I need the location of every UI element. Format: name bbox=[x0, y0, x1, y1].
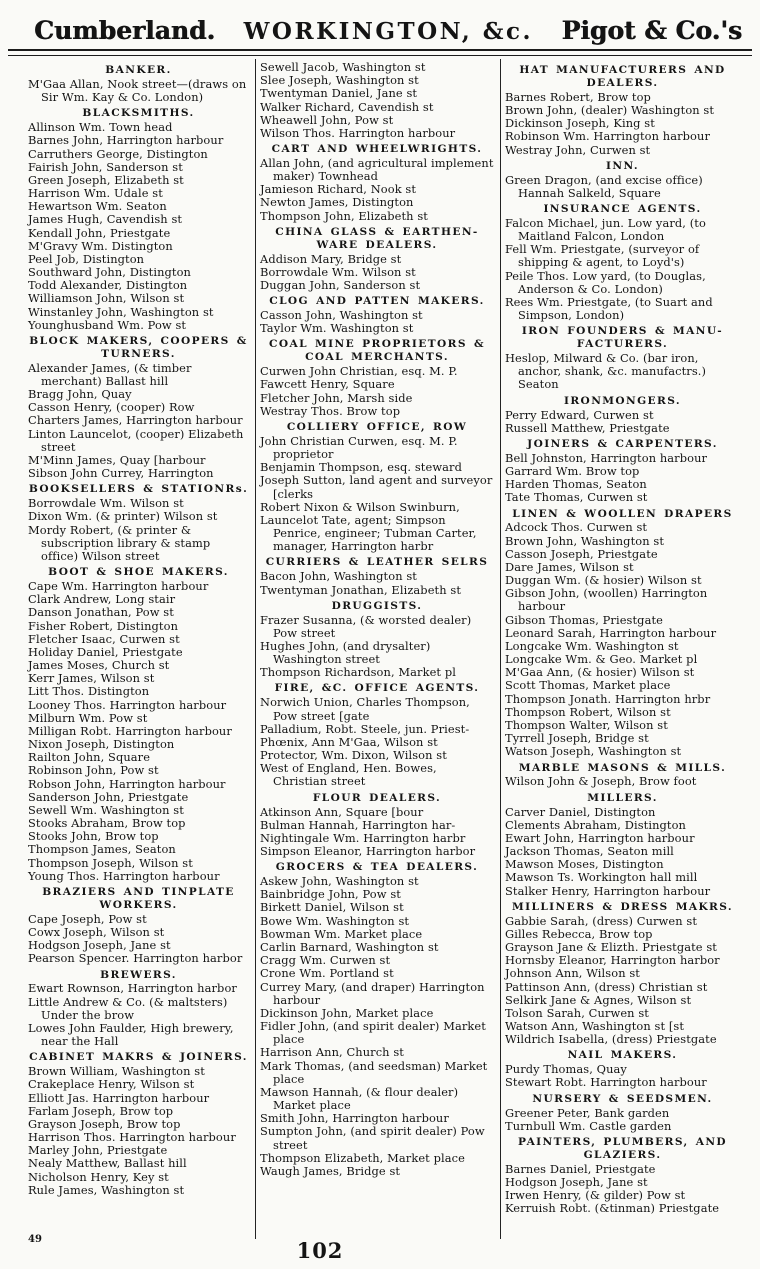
trade-heading: CART AND WHEELWRIGHTS. bbox=[271, 143, 483, 156]
directory-entry: Twentyman Jonathan, Elizabeth st bbox=[260, 582, 461, 597]
trade-section bbox=[260, 421, 494, 553]
directory-entry: Nixon Joseph, Distington bbox=[28, 737, 175, 752]
directory-entry: Clark Andrew, Long stair bbox=[28, 592, 176, 607]
directory-entry: Askew John, Washington st bbox=[260, 874, 419, 889]
directory-entry: Crakeplace Henry, Wilson st bbox=[28, 1077, 195, 1092]
directory-entry: Jamieson Richard, Nook st bbox=[260, 182, 417, 197]
directory-entry: Duggan Wm. (& hosier) Wilson st bbox=[505, 573, 702, 588]
directory-entry: Linton Launcelot, (cooper) Elizabeth street bbox=[28, 426, 244, 454]
directory-entry: Allan John, (and agricultural implement maker) Townhead bbox=[260, 155, 494, 184]
directory-entry: Cragg Wm. Curwen st bbox=[260, 953, 391, 968]
directory-entry: Harden Thomas, Seaton bbox=[505, 477, 647, 492]
directory-entry: Looney Thos. Harrington harbour bbox=[28, 697, 227, 712]
directory-entry: Harrison Thos. Harrington harbour bbox=[28, 1130, 236, 1145]
directory-entry: Casson John, Washington st bbox=[260, 308, 423, 323]
directory-entry: Bacon John, Washington st bbox=[260, 569, 417, 584]
trade-heading: BREWERS. bbox=[100, 968, 177, 981]
directory-entry: Thompson Joseph, Wilson st bbox=[28, 855, 193, 870]
directory-entry: Allinson Wm. Town head bbox=[28, 120, 173, 135]
trade-section bbox=[505, 64, 740, 157]
directory-entry: Johnson Ann, Wilson st bbox=[505, 966, 640, 981]
directory-entry: Walker Richard, Cavendish st bbox=[260, 99, 434, 114]
directory-entry: Waugh James, Bridge st bbox=[260, 1163, 401, 1178]
trade-heading: FIRE, &C. OFFICE AGENTS. bbox=[274, 682, 480, 695]
trade-heading: HAT MANUFACTURERS AND DEALERS. bbox=[519, 64, 726, 89]
directory-entry: Longcake Wm. & Geo. Market pl bbox=[505, 652, 698, 667]
directory-entry: Mordy Robert, (& printer & subscription library & stamp office) Wilson street bbox=[28, 522, 211, 563]
directory-entry: John Christian Curwen, esq. M. P. proprietor bbox=[260, 433, 458, 462]
directory-entry: Peile Thos. Low yard, (to Douglas, Anderson & Co. London) bbox=[505, 268, 706, 296]
directory-entry: Borrowdale Wm. Wilson st bbox=[28, 496, 184, 511]
trade-section bbox=[505, 160, 740, 200]
directory-entry: Hodgson Joseph, Jane st bbox=[505, 1174, 648, 1189]
trade-heading: DRUGGISTS. bbox=[331, 599, 423, 612]
directory-entry: Frazer Susanna, (& worsted dealer) Pow street bbox=[260, 612, 472, 640]
trade-section bbox=[28, 64, 249, 104]
directory-entry: Thompson Robert, Wilson st bbox=[505, 704, 671, 719]
directory-entry: Green Joseph, Elizabeth st bbox=[28, 172, 184, 187]
directory-entry: Barnes Robert, Brow top bbox=[505, 89, 651, 104]
directory-entry: Carruthers George, Distington bbox=[28, 146, 208, 161]
directory-entry: Hornsby Eleanor, Harrington harbor bbox=[505, 953, 720, 968]
directory-entry: Adcock Thos. Curwen st bbox=[505, 520, 648, 535]
directory-entry: Atkinson Ann, Square [bour bbox=[260, 804, 424, 819]
trade-section bbox=[505, 438, 740, 505]
directory-entry: Milligan Robt. Harrington harbour bbox=[28, 723, 232, 738]
directory-entry: Railton John, Square bbox=[28, 750, 151, 765]
trade-section bbox=[28, 107, 249, 332]
directory-entry: Fisher Robert, Distington bbox=[28, 618, 179, 633]
trade-heading: CABINET MAKRS & JOINERS. bbox=[29, 1051, 248, 1064]
trade-heading: LINEN & WOOLLEN DRAPERS bbox=[512, 507, 733, 520]
directory-entry: Simpson Eleanor, Harrington harbor bbox=[260, 844, 476, 859]
directory-entry: Mark Thomas, (and seedsman) Market place bbox=[260, 1058, 488, 1086]
directory-entry: Carlin Barnard, Washington st bbox=[260, 940, 439, 954]
trade-heading: INSURANCE AGENTS. bbox=[543, 202, 702, 215]
directory-entry: Protector, Wm. Dixon, Wilson st bbox=[260, 748, 447, 763]
directory-entry: Young Thos. Harrington harbour bbox=[28, 868, 220, 883]
trade-heading: CLOG AND PATTEN MAKERS. bbox=[269, 295, 485, 308]
directory-entry: Rees Wm. Priestgate, (to Suart and Simpson, London) bbox=[505, 294, 713, 323]
directory-entry: Pearson Spencer. Harrington harbor bbox=[28, 951, 243, 966]
directory-entry: Greener Peter, Bank garden bbox=[505, 1105, 670, 1120]
directory-entry: Russell Matthew, Priestgate bbox=[505, 420, 670, 435]
trade-heading: BOOKSELLERS & STATIONRs. bbox=[28, 483, 249, 496]
directory-entry: Hodgson Joseph, Jane st bbox=[28, 938, 171, 953]
trade-section bbox=[260, 600, 494, 680]
directory-entry: Todd Alexander, Distington bbox=[28, 278, 188, 293]
directory-entry: Peel Job, Distington bbox=[28, 251, 145, 266]
trade-heading: CHINA GLASS & EARTHEN- WARE DEALERS. bbox=[275, 225, 479, 251]
column-1 bbox=[24, 59, 255, 1239]
trade-section bbox=[505, 901, 740, 1047]
directory-entry: Bragg John, Quay bbox=[28, 387, 132, 402]
directory-entry: Harrison Wm. Udale st bbox=[28, 186, 163, 201]
directory-entry: Newton James, Distington bbox=[260, 195, 414, 210]
directory-entry: Irwen Henry, (& gilder) Pow st bbox=[505, 1188, 686, 1203]
directory-entry: Watson Ann, Washington st [st bbox=[505, 1019, 685, 1034]
directory-entry: Little Andrew & Co. (& maltsters) Under the brow bbox=[28, 994, 228, 1022]
directory-entry: Fell Wm. Priestgate, (surveyor of shipping & agent, to Loyd's) bbox=[505, 242, 700, 270]
trade-section bbox=[260, 682, 494, 788]
directory-entry: Harrison Ann, Church st bbox=[260, 1045, 404, 1060]
trade-heading: FLOUR DEALERS. bbox=[312, 791, 442, 804]
directory-entry: Brown John, Washington st bbox=[505, 533, 664, 548]
directory-entry: Robson John, Harrington harbour bbox=[28, 776, 226, 791]
directory-entry: Brown William, Washington st bbox=[28, 1064, 205, 1079]
directory-entry: Stalker Henry, Harrington harbour bbox=[505, 883, 711, 898]
directory-entry: West of England, Hen. Bowes, Christian street bbox=[260, 761, 437, 789]
trade-heading: GROCERS & TEA DEALERS. bbox=[275, 861, 479, 874]
directory-entry: Tolson Sarah, Curwen st bbox=[505, 1005, 649, 1020]
directory-entry: Fairish John, Sanderson st bbox=[28, 159, 183, 174]
directory-entry: Bulman Hannah, Harrington har- bbox=[260, 817, 456, 832]
directory-entry: Sibson John Currey, Harrington bbox=[28, 466, 214, 481]
directory-entry: Sanderson John, Priestgate bbox=[28, 789, 189, 804]
directory-entry: Sewell Jacob, Washington st bbox=[260, 60, 426, 74]
directory-entry: Fidler John, (and spirit dealer) Market place bbox=[260, 1019, 486, 1047]
directory-entry: Launcelot Tate, agent; Simpson Penrice, engineer; Tubman Carter, manager, Harrington harbr bbox=[260, 512, 477, 554]
directory-entry: Rule James, Washington st bbox=[28, 1182, 185, 1197]
directory-entry: M'Gravy Wm. Distington bbox=[28, 238, 173, 253]
directory-entry: Bowman Wm. Market place bbox=[260, 926, 423, 941]
directory-entry: Hewartson Wm. Seaton bbox=[28, 199, 167, 214]
directory-entry: Wilson John & Joseph, Brow foot bbox=[505, 774, 697, 789]
directory-entry: Dickinson John, Market place bbox=[260, 1005, 434, 1020]
directory-entry: James Hugh, Cavendish st bbox=[28, 212, 183, 227]
trade-section bbox=[505, 792, 740, 898]
column-3 bbox=[500, 59, 746, 1239]
directory-entry: Slee Joseph, Washington st bbox=[260, 73, 419, 88]
trade-heading: BRAZIERS AND TINPLATE WORKERS. bbox=[42, 885, 235, 911]
directory-entry: Wheawell John, Pow st bbox=[260, 112, 394, 127]
trade-heading: INN. bbox=[606, 159, 639, 172]
trade-heading: NAIL MAKERS. bbox=[567, 1049, 678, 1062]
directory-entry: Marley John, Priestgate bbox=[28, 1143, 168, 1158]
directory-entry: Thompson John, Elizabeth st bbox=[260, 208, 428, 223]
trade-heading: BLACKSMITHS. bbox=[82, 107, 195, 120]
directory-entry: M'Gaa Ann, (& hosier) Wilson st bbox=[505, 665, 695, 680]
directory-entry: Bainbridge John, Pow st bbox=[260, 887, 401, 902]
trade-heading: MARBLE MASONS & MILLS. bbox=[518, 761, 727, 774]
directory-entry: Thompson Walter, Wilson st bbox=[505, 718, 668, 732]
trade-section bbox=[28, 566, 249, 883]
header-publisher: Pigot & Co.'s bbox=[561, 16, 742, 45]
directory-entry: Fawcett Henry, Square bbox=[260, 377, 395, 392]
directory-entry: Younghusband Wm. Pow st bbox=[28, 317, 187, 332]
directory-entry: Longcake Wm. Washington st bbox=[505, 638, 679, 653]
signature-mark: 49 bbox=[28, 1234, 42, 1245]
directory-entry: Birkett Daniel, Wilson st bbox=[260, 900, 404, 915]
trade-heading: NURSERY & SEEDSMEN. bbox=[532, 1092, 713, 1105]
trade-heading: COAL MINE PROPRIETORS & COAL MERCHANTS. bbox=[269, 338, 485, 364]
trade-section bbox=[505, 1093, 740, 1133]
trade-heading: BLOCK MAKERS, COOPERS & TURNERS. bbox=[29, 334, 248, 360]
directory-entry: Borrowdale Wm. Wilson st bbox=[260, 264, 416, 279]
directory-entry: Grayson Joseph, Brow top bbox=[28, 1116, 181, 1131]
directory-entry: Grayson Jane & Elizth. Priestgate st bbox=[505, 940, 717, 954]
trade-heading: CURRIERS & LEATHER SELRS bbox=[265, 556, 489, 569]
trade-section bbox=[260, 338, 494, 418]
trade-heading: MILLINERS & DRESS MAKRS. bbox=[511, 900, 734, 913]
trade-heading: COLLIERY OFFICE, ROW bbox=[286, 420, 468, 433]
directory-entry: Thompson Richardson, Market pl bbox=[260, 665, 456, 680]
directory-entry: Ewart Rownson, Harrington harbor bbox=[28, 981, 237, 996]
directory-entry: Watson Joseph, Washington st bbox=[505, 744, 682, 759]
directory-entry: Lowes John Faulder, High brewery, near the Hall bbox=[28, 1020, 234, 1049]
trade-section bbox=[28, 969, 249, 1049]
column-2 bbox=[255, 59, 500, 1239]
directory-entry: Leonard Sarah, Harrington harbour bbox=[505, 625, 717, 640]
directory-entry: Robert Nixon & Wilson Swinburn, bbox=[260, 499, 460, 514]
directory-entry: Taylor Wm. Washington st bbox=[260, 321, 414, 336]
trade-heading: IRON FOUNDERS & MANU- FACTURERS. bbox=[521, 325, 724, 351]
trade-section bbox=[505, 325, 740, 391]
directory-entry: Casson Henry, (cooper) Row bbox=[28, 400, 195, 415]
directory-entry: Gilles Rebecca, Brow top bbox=[505, 926, 653, 941]
trade-heading: BANKER. bbox=[105, 64, 172, 76]
directory-entry: James Moses, Church st bbox=[28, 658, 170, 673]
trade-heading: IRONMONGERS. bbox=[564, 394, 681, 407]
directory-entry: Gibson Thomas, Priestgate bbox=[505, 612, 663, 627]
directory-entry: Southward John, Distington bbox=[28, 265, 191, 280]
directory-entry: Robinson Wm. Harrington harbour bbox=[505, 129, 710, 144]
directory-entry: Tate Thomas, Curwen st bbox=[505, 490, 648, 505]
directory-entry: Milburn Wm. Pow st bbox=[28, 710, 148, 725]
directory-entry: Benjamin Thompson, esq. steward bbox=[260, 460, 462, 475]
trade-section bbox=[505, 508, 740, 759]
directory-entry: Heslop, Milward & Co. (bar iron, anchor, shank, &c. manufactrs.) Seaton bbox=[505, 351, 707, 392]
running-head bbox=[0, 0, 760, 47]
trade-heading: JOINERS & CARPENTERS. bbox=[527, 437, 718, 450]
directory-entry: Kerruish Robt. (&tinman) Priestgate bbox=[505, 1201, 720, 1216]
directory-entry: Elliott Jas. Harrington harbour bbox=[28, 1090, 210, 1105]
directory-entry: Smith John, Harrington harbour bbox=[260, 1111, 449, 1126]
directory-entry: Stooks Abraham, Brow top bbox=[28, 816, 186, 831]
directory-entry: Cowx Joseph, Wilson st bbox=[28, 925, 165, 939]
directory-entry: Tyrrell Joseph, Bridge st bbox=[505, 731, 649, 746]
trade-section bbox=[28, 335, 249, 480]
trade-section bbox=[505, 203, 740, 322]
directory-entry: Barnes Daniel, Priestgate bbox=[505, 1161, 656, 1176]
directory-entry: Kendall John, Priestgate bbox=[28, 225, 171, 240]
directory-entry: Gibson John, (woollen) Harrington harbour bbox=[505, 586, 708, 614]
trade-section bbox=[260, 556, 494, 596]
directory-entry: Williamson John, Wilson st bbox=[28, 291, 185, 306]
trade-section bbox=[260, 226, 494, 292]
header-county: Cumberland. bbox=[34, 16, 216, 45]
directory-entry: Dare James, Wilson st bbox=[505, 559, 634, 574]
directory-entry: Clements Abraham, Distington bbox=[505, 817, 686, 832]
directory-entry: Stewart Robt. Harrington harbour bbox=[505, 1075, 707, 1090]
directory-entry: Litt Thos. Distington bbox=[28, 684, 150, 699]
directory-entry: Fletcher John, Marsh side bbox=[260, 390, 413, 405]
page-number: 102 bbox=[296, 1238, 344, 1263]
directory-entry: Thompson Jonath. Harrington hrbr bbox=[505, 691, 711, 706]
trade-section bbox=[28, 1051, 249, 1197]
trade-section bbox=[505, 762, 740, 789]
directory-entry: Jackson Thomas, Seaton mill bbox=[505, 844, 674, 859]
header-rule bbox=[8, 49, 752, 56]
trade-section bbox=[505, 1136, 740, 1216]
directory-entry: Pattinson Ann, (dress) Christian st bbox=[505, 979, 708, 994]
trade-section bbox=[260, 143, 494, 223]
directory-entry: Danson Jonathan, Pow st bbox=[28, 605, 174, 620]
directory-entry: Winstanley John, Washington st bbox=[28, 304, 214, 319]
directory-entry: M'Minn James, Quay [harbour bbox=[28, 452, 206, 467]
directory-entry: Mawson Hannah, (& flour dealer) Market place bbox=[260, 1084, 459, 1113]
trade-section bbox=[505, 1049, 740, 1089]
directory-entry: Dickinson Joseph, King st bbox=[505, 116, 655, 131]
directory-entry: Sumpton John, (and spirit dealer) Pow street bbox=[260, 1124, 485, 1152]
directory-entry: Bowe Wm. Washington st bbox=[260, 913, 410, 928]
trade-section bbox=[260, 861, 494, 1178]
directory-entry: Garrard Wm. Brow top bbox=[505, 463, 640, 478]
directory-entry: Carver Daniel, Distington bbox=[505, 804, 656, 819]
directory-entry: Scott Thomas, Market place bbox=[505, 678, 671, 693]
directory-entry: Cape Wm. Harrington harbour bbox=[28, 579, 209, 594]
directory-entry: Wildrich Isabella, (dress) Priestgate bbox=[505, 1032, 717, 1047]
directory-entry: Casson Joseph, Priestgate bbox=[505, 546, 658, 561]
directory-entry: Duggan John, Sanderson st bbox=[260, 278, 421, 292]
directory-entry: Purdy Thomas, Quay bbox=[505, 1062, 627, 1077]
directory-entry: Curwen John Christian, esq. M. P. bbox=[260, 364, 458, 379]
directory-entry: Bell Johnston, Harrington harbour bbox=[505, 450, 708, 465]
directory-entry: Thompson James, Seaton bbox=[28, 842, 176, 857]
directory-entry: Gabbie Sarah, (dress) Curwen st bbox=[505, 913, 698, 928]
trade-section bbox=[260, 792, 494, 859]
directory-entry: Fletcher Isaac, Curwen st bbox=[28, 631, 180, 646]
header-title: WORKINGTON, &c. bbox=[243, 18, 533, 45]
directory-entry: Green Dragon, (and excise office) Hannah Salkeld, Square bbox=[505, 172, 703, 200]
directory-entry: Nicholson Henry, Key st bbox=[28, 1169, 169, 1184]
trade-section bbox=[505, 395, 740, 435]
directory-entry: Stooks John, Brow top bbox=[28, 829, 159, 844]
columns bbox=[24, 59, 750, 1239]
directory-entry: Sewell Wm. Washington st bbox=[28, 802, 184, 817]
directory-entry: Perry Edward, Curwen st bbox=[505, 407, 654, 422]
directory-entry: Palladium, Robt. Steele, jun. Priest- bbox=[260, 721, 470, 736]
directory-entry: M'Gaa Allan, Nook street—(draws on Sir Wm. Kay & Co. London) bbox=[28, 76, 247, 105]
directory-entry: Westray John, Curwen st bbox=[505, 142, 651, 157]
directory-entry: Westray Thos. Brow top bbox=[260, 403, 401, 418]
directory-entry: Farlam Joseph, Brow top bbox=[28, 1103, 174, 1118]
directory-entry: Charters James, Harrington harbour bbox=[28, 413, 243, 428]
trade-section bbox=[28, 483, 249, 563]
directory-entry: Currey Mary, (and draper) Harrington harbour bbox=[260, 979, 485, 1007]
directory-entry: Brown John, (dealer) Washington st bbox=[505, 103, 715, 118]
directory-entry: Joseph Sutton, land agent and surveyor [clerks bbox=[260, 473, 493, 501]
directory-entry: Norwich Union, Charles Thompson, Pow street [gate bbox=[260, 695, 470, 723]
directory-entry: Holiday Daniel, Priestgate bbox=[28, 644, 183, 659]
trade-heading: BOOT & SHOE MAKERS. bbox=[48, 566, 229, 579]
trade-heading: MILLERS. bbox=[587, 791, 658, 804]
directory-entry: Crone Wm. Portland st bbox=[260, 966, 394, 981]
directory-entry: Dixon Wm. (& printer) Wilson st bbox=[28, 509, 218, 524]
trade-section bbox=[260, 295, 494, 335]
directory-entry: Alexander James, (& timber merchant) Ballast hill bbox=[28, 360, 192, 388]
directory-entry: Thompson Elizabeth, Market place bbox=[260, 1150, 465, 1165]
directory-entry: Phœnix, Ann M'Gaa, Wilson st bbox=[260, 734, 438, 749]
directory-entry: Barnes John, Harrington harbour bbox=[28, 133, 224, 148]
directory-entry: Twentyman Daniel, Jane st bbox=[260, 86, 418, 101]
directory-entry: Nealy Matthew, Ballast hill bbox=[28, 1156, 187, 1171]
trade-section bbox=[28, 886, 249, 966]
trade-heading: PAINTERS, PLUMBERS, AND GLAZIERS. bbox=[517, 1135, 728, 1161]
directory-entry: Cape Joseph, Pow st bbox=[28, 911, 147, 926]
directory-entry: Addison Mary, Bridge st bbox=[260, 251, 402, 266]
directory-entry: Selkirk Jane & Agnes, Wilson st bbox=[505, 992, 692, 1007]
directory-entry: Kerr James, Wilson st bbox=[28, 671, 155, 686]
directory-entry: Robinson John, Pow st bbox=[28, 763, 159, 778]
directory-entry: Falcon Michael, jun. Low yard, (to Maitland Falcon, London bbox=[505, 215, 706, 244]
directory-entry: Turnbull Wm. Castle garden bbox=[505, 1118, 672, 1133]
directory-entry: Wilson Thos. Harrington harbour bbox=[260, 125, 456, 140]
directory-entry: Mawson Moses, Distington bbox=[505, 857, 664, 872]
directory-entry: Mawson Ts. Workington hall mill bbox=[505, 870, 698, 885]
directory-entry: Ewart John, Harrington harbour bbox=[505, 830, 695, 845]
directory-entry: Hughes John, (and drysalter) Washington street bbox=[260, 638, 431, 667]
directory-entry: Nightingale Wm. Harrington harbr bbox=[260, 830, 466, 845]
trade-section bbox=[260, 61, 494, 140]
